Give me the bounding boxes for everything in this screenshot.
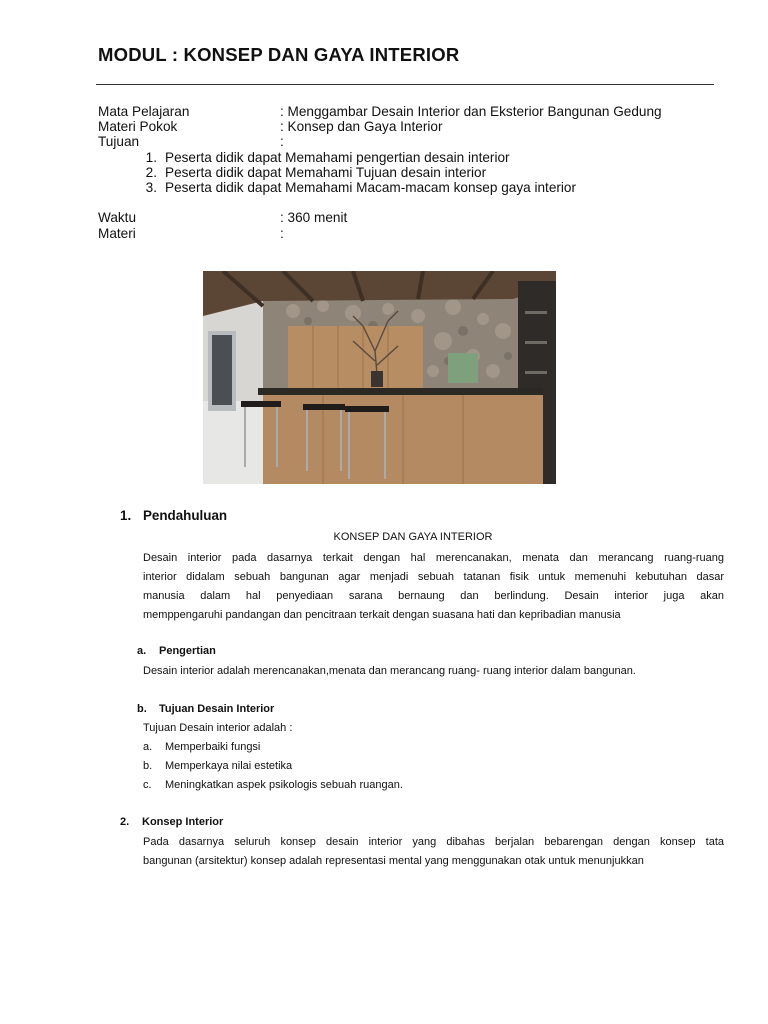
objective-number: 3. — [145, 180, 157, 195]
paragraph-line: manusia dalam hal penyediaan sarana bernaung dan berlindung. Desain interior juga akan — [143, 590, 724, 602]
objective-item — [137, 165, 737, 180]
list-text: Memperbaiki fungsi — [165, 741, 261, 753]
list-text: Meningkatkan aspek psikologis sebuah ruangan. — [165, 779, 403, 791]
subsection-heading-a — [137, 645, 437, 659]
meta-value: : Menggambar Desain Interior dan Eksterior Bangunan Gedung — [280, 104, 662, 119]
center-title: KONSEP DAN GAYA INTERIOR — [333, 531, 493, 543]
meta-value: : 360 menit — [280, 210, 348, 225]
section-number: 1. — [120, 508, 132, 523]
page-title: MODUL : KONSEP DAN GAYA INTERIOR — [98, 44, 460, 65]
section-title: Pendahuluan — [143, 508, 228, 523]
section-number: 2. — [120, 816, 130, 828]
concept-paragraph — [143, 833, 724, 871]
subsection-title: Pengertian — [159, 645, 216, 657]
paragraph-line: bangunan (arsitektur) konsep adalah representasi mental yang menggunakan otak untuk menunjukkan — [143, 855, 644, 867]
meta-label: Materi Pokok — [98, 119, 178, 134]
list-text: Memperkaya nilai estetika — [165, 760, 293, 772]
section-title: Konsep Interior — [142, 816, 224, 828]
meta-label: Tujuan — [98, 134, 140, 149]
paragraph-line: Pada dasarnya seluruh konsep desain interior yang dibahas berjalan bebarengan dengan konsep tata — [143, 836, 724, 848]
subsection-heading-b — [137, 703, 437, 717]
objective-text: Peserta didik dapat Memahami Tujuan desain interior — [165, 165, 487, 180]
section-heading-1 — [120, 508, 420, 524]
definition-text: Desain interior adalah merencanakan,menata dan merancang ruang- ruang interior dalam bangunan. — [143, 665, 636, 677]
list-item — [143, 741, 543, 755]
list-item — [143, 779, 543, 793]
meta-value: : — [280, 134, 284, 149]
intro-paragraph — [143, 549, 724, 625]
list-letter: a. — [143, 741, 153, 753]
title-divider — [96, 84, 714, 85]
meta-label: Mata Pelajaran — [98, 104, 190, 119]
meta-value: : — [280, 226, 284, 241]
kitchen-interior-photo — [203, 271, 556, 484]
list-letter: b. — [143, 760, 153, 772]
meta-label: Materi — [98, 226, 136, 241]
meta-label: Waktu — [98, 210, 137, 225]
objective-number: 1. — [145, 150, 157, 165]
list-item — [143, 760, 543, 774]
objective-text: Peserta didik dapat Memahami pengertian desain interior — [165, 150, 510, 165]
paragraph-line: interior didalam sebuah bangunan agar menjadi sebuah tatanan fisik untuk memenuhi kebutuhan dasar — [143, 571, 724, 583]
objective-number: 2. — [145, 165, 157, 180]
paragraph-line: memppengaruhi pandangan dan pencitraan terkait dengan suasana hati dan kepribadian manusia — [143, 609, 621, 621]
objective-text: Peserta didik dapat Memahami Macam-macam konsep gaya interior — [165, 180, 577, 195]
paragraph-line: Desain interior pada dasarnya terkait dengan hal merencanakan, menata dan merancang ruang-ruang — [143, 552, 724, 564]
subsection-letter: b. — [137, 703, 147, 715]
subsection-title: Tujuan Desain Interior — [159, 703, 275, 715]
purpose-intro: Tujuan Desain interior adalah : — [143, 722, 293, 734]
kitchen-interior-illustration — [203, 271, 556, 484]
meta-value: : Konsep dan Gaya Interior — [280, 119, 443, 134]
subsection-letter: a. — [137, 645, 147, 657]
section-heading-2 — [120, 816, 420, 830]
objective-item — [137, 180, 737, 195]
objective-item — [137, 150, 737, 165]
list-letter: c. — [143, 779, 152, 791]
